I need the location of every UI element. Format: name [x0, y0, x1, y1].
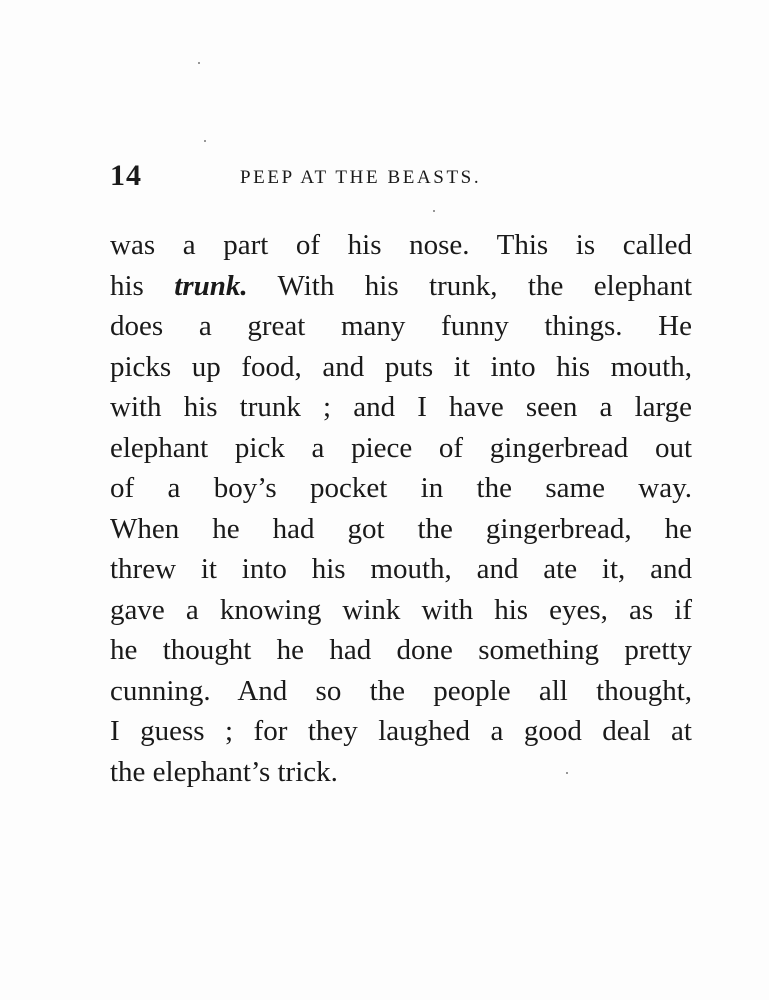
body-text	[110, 225, 692, 792]
running-head: PEEP AT THE BEASTS.	[240, 167, 482, 188]
page-number: 14	[110, 159, 142, 192]
paper-speck	[198, 62, 200, 64]
paper-speck	[433, 210, 435, 212]
page-header	[110, 160, 690, 192]
text-line-1: was a part of his nose. This is called	[110, 229, 692, 261]
text-line-14: the elephant’s trick.	[110, 755, 338, 788]
text-line-9: threw it into his mouth, and ate it, and	[110, 553, 692, 585]
text-line-11: he thought he had done something pretty	[110, 634, 692, 666]
text-line-2-end: With his trunk, the elephant	[247, 269, 692, 302]
text-line-2	[110, 266, 692, 307]
text-line-10: gave a knowing wink with his eyes, as if	[110, 593, 692, 626]
text-line-12: cunning. And so the people all thought,	[110, 674, 692, 707]
text-line-3: does a great many funny things. He	[110, 310, 692, 342]
text-line-6: elephant pick a piece of gingerbread out	[110, 431, 692, 464]
text-line-13: I guess ; for they laughed a good deal at	[110, 715, 692, 747]
paper-speck	[566, 772, 568, 774]
text-line-4: picks up food, and puts it into his mouth,	[110, 350, 692, 383]
text-line-7: of a boy’s pocket in the same way.	[110, 472, 692, 504]
paper-speck	[204, 140, 206, 142]
text-line-5: with his trunk ; and I have seen a large	[110, 391, 692, 423]
italic-word-trunk: trunk.	[174, 269, 248, 302]
text-line-2-start: his	[110, 269, 175, 302]
text-line-8: When he had got the gingerbread, he	[110, 512, 692, 545]
